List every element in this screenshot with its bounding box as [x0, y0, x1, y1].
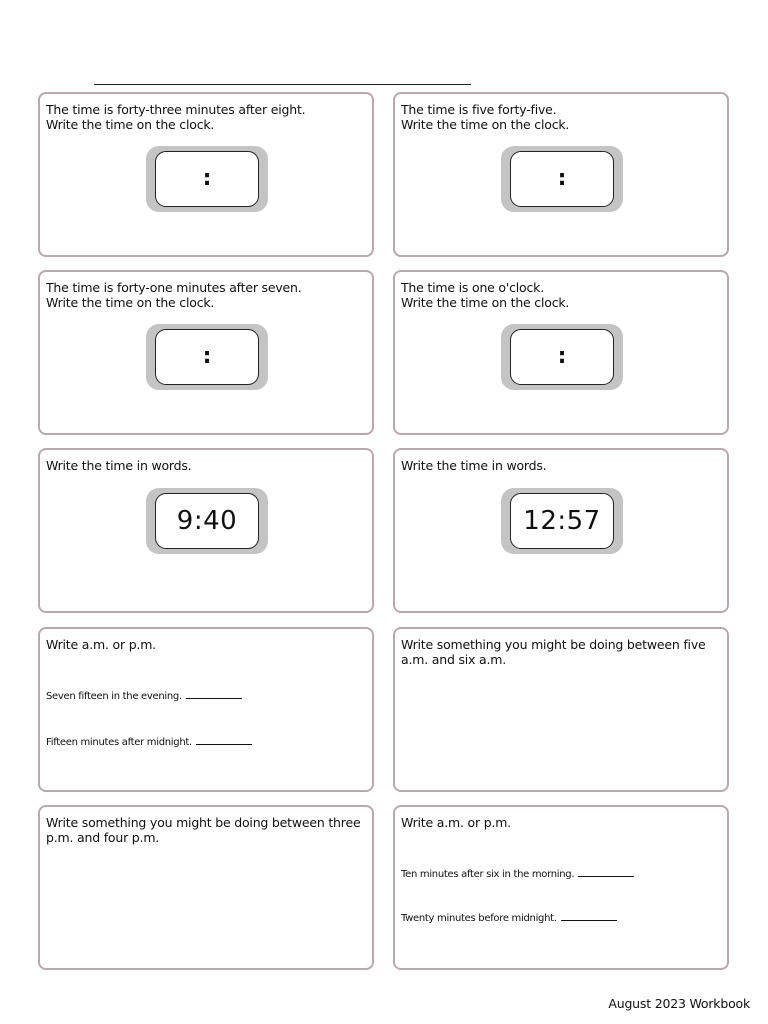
clock-display: [510, 493, 614, 549]
card-prompt: Write something you might be doing between three p.m. and four p.m.: [46, 815, 361, 845]
digital-clock: [501, 324, 623, 390]
card-prompt: Write a.m. or p.m.: [46, 637, 156, 652]
card-prompt: Write the time in words.: [401, 458, 547, 473]
card-2: [393, 92, 729, 257]
card-prompt: The time is five forty-five. Write the time on the clock.: [401, 102, 570, 132]
card-prompt: Write something you might be doing between five a.m. and six a.m.: [401, 637, 706, 667]
clock-display[interactable]: [155, 151, 259, 207]
footer-text: August 2023 Workbook: [608, 996, 750, 1011]
clock-colon: :: [202, 166, 212, 191]
card-10: [393, 805, 729, 970]
answer-blank[interactable]: [196, 744, 252, 745]
card-prompt: Write a.m. or p.m.: [401, 815, 511, 830]
digital-clock: [146, 324, 268, 390]
question-1: [401, 869, 634, 881]
card-1: [38, 92, 374, 257]
card-prompt: The time is forty-three minutes after eight. Write the time on the clock.: [46, 102, 306, 132]
digital-clock: [501, 146, 623, 212]
clock-time: 9:40: [176, 506, 238, 536]
card-8[interactable]: [393, 627, 729, 792]
card-6: [393, 448, 729, 613]
answer-blank[interactable]: [578, 876, 634, 877]
name-line[interactable]: [94, 84, 471, 85]
card-prompt: The time is one o'clock. Write the time on the clock.: [401, 280, 570, 310]
digital-clock: [146, 488, 268, 554]
card-3: [38, 270, 374, 435]
clock-colon: :: [557, 344, 567, 369]
question-1: [46, 691, 242, 703]
card-prompt: The time is forty-one minutes after seven. Write the time on the clock.: [46, 280, 302, 310]
question-text: Seven fifteen in the evening.: [46, 691, 182, 702]
clock-display[interactable]: [510, 151, 614, 207]
card-prompt: Write the time in words.: [46, 458, 192, 473]
clock-time: 12:57: [523, 506, 601, 536]
question-2: [46, 737, 252, 749]
clock-display[interactable]: [155, 329, 259, 385]
question-text: Fifteen minutes after midnight.: [46, 737, 192, 748]
answer-blank[interactable]: [561, 920, 617, 921]
question-text: Twenty minutes before midnight.: [401, 913, 557, 924]
question-text: Ten minutes after six in the morning.: [401, 869, 575, 880]
clock-display[interactable]: [510, 329, 614, 385]
card-5: [38, 448, 374, 613]
card-7: [38, 627, 374, 792]
clock-display: [155, 493, 259, 549]
clock-colon: :: [557, 166, 567, 191]
clock-colon: :: [202, 344, 212, 369]
card-9[interactable]: [38, 805, 374, 970]
digital-clock: [146, 146, 268, 212]
digital-clock: [501, 488, 623, 554]
card-4: [393, 270, 729, 435]
answer-blank[interactable]: [186, 698, 242, 699]
question-2: [401, 913, 617, 925]
